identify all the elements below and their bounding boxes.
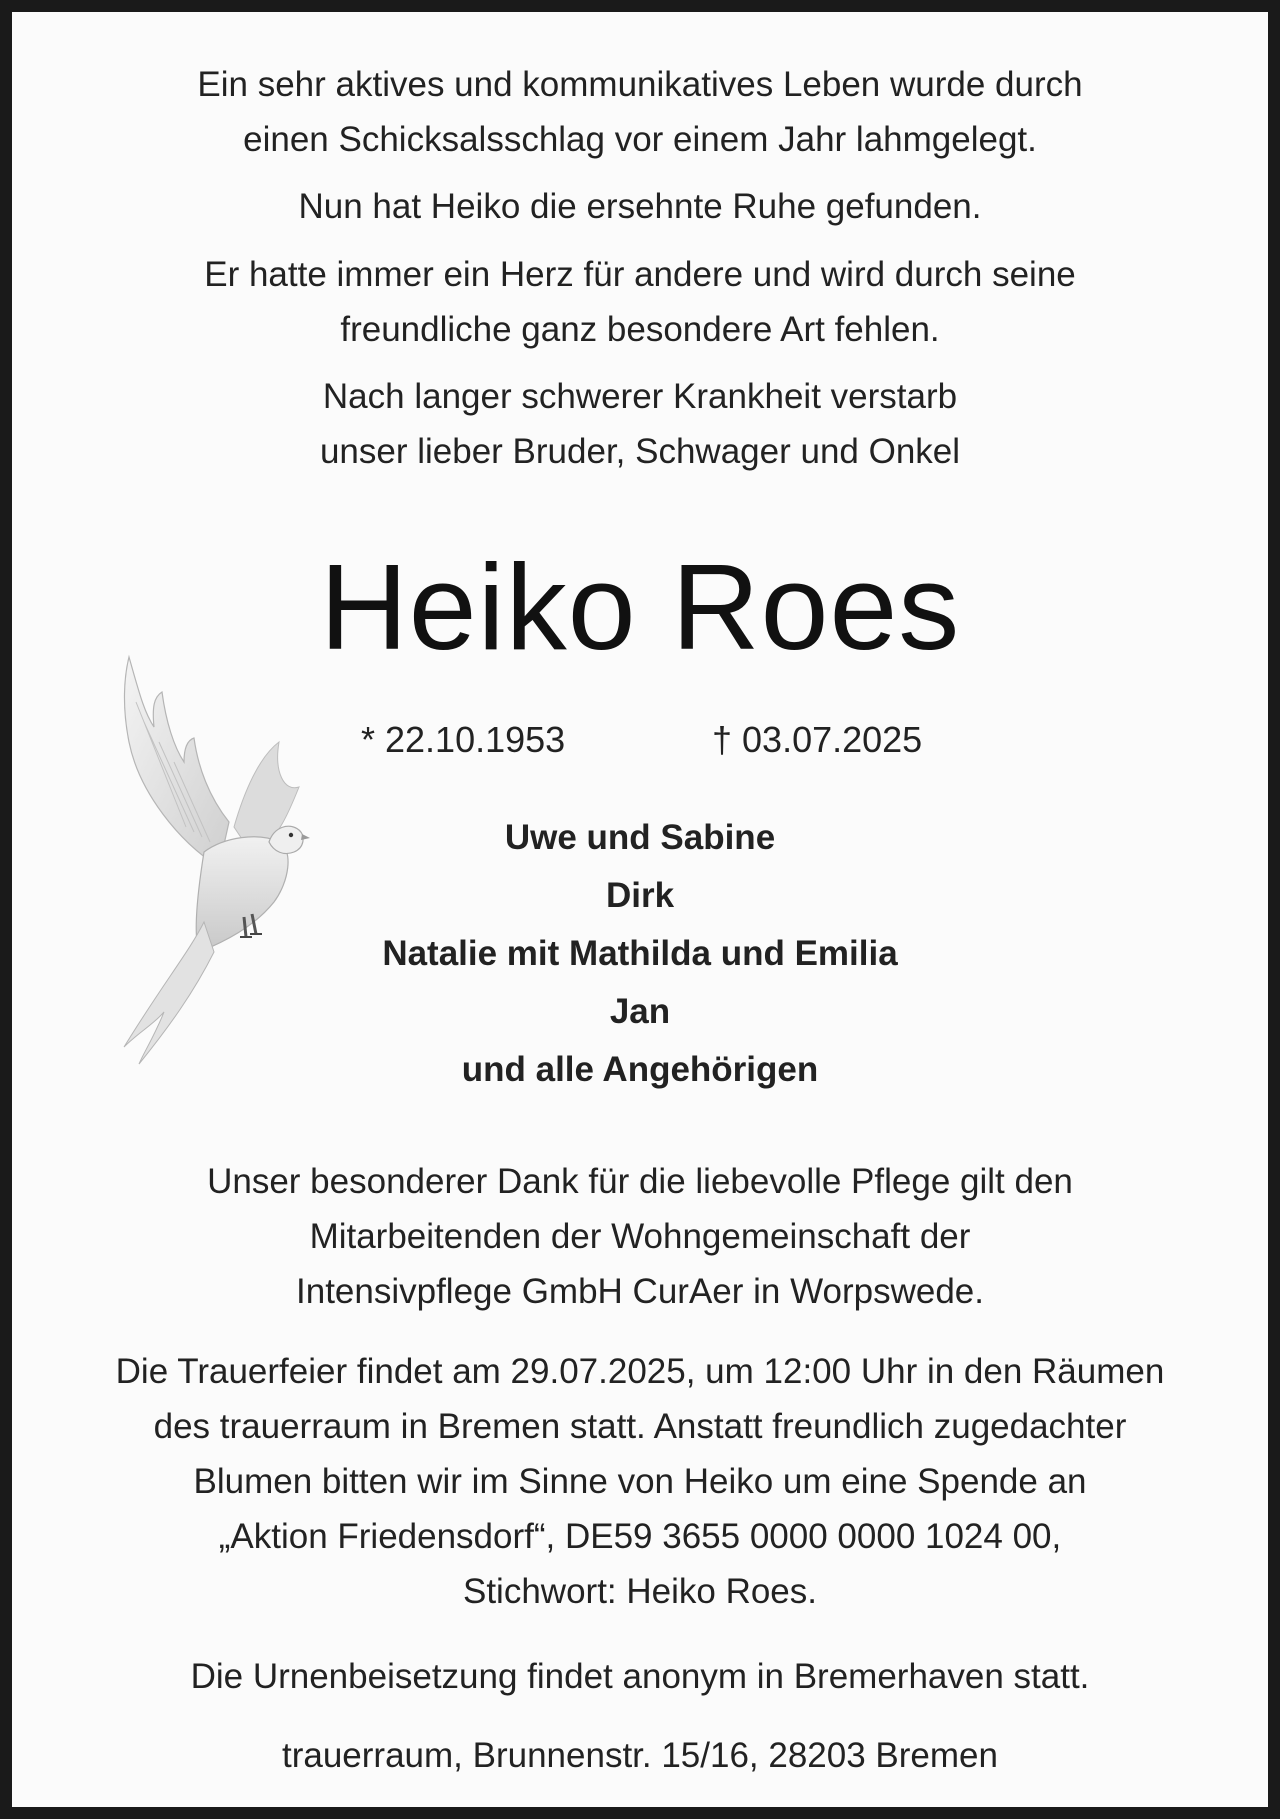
intro-text — [12, 57, 1268, 167]
mourner-name: und alle Angehörigen — [461, 1050, 819, 1089]
ceremony-line: Die Trauerfeier findet am 29.07.2025, um 12:00 Uhr in den Räumen — [115, 1352, 1165, 1391]
ceremony-text — [12, 1344, 1268, 1619]
death-date: † 03.07.2025 — [712, 719, 923, 760]
mourners-list — [12, 809, 1268, 1099]
ceremony-line: Blumen bitten wir im Sinne von Heiko um eine Spende an — [193, 1462, 1087, 1501]
mourner-name: Dirk — [605, 876, 675, 915]
ceremony-line: Stichwort: Heiko Roes. — [462, 1572, 818, 1611]
mourner-name: Jan — [609, 992, 671, 1031]
birth-date: * 22.10.1953 — [361, 719, 566, 760]
intro-line: unser lieber Bruder, Schwager und Onkel — [319, 432, 961, 471]
intro-text — [12, 369, 1268, 479]
intro-line: einen Schicksalsschlag vor einem Jahr lahmgelegt. — [243, 120, 1037, 159]
thanks-line: Intensivpflege GmbH CurAer in Worpswede. — [296, 1272, 984, 1311]
ceremony-line: des trauerraum in Bremen statt. Anstatt freundlich zugedachter — [153, 1407, 1127, 1446]
ceremony-line: „Aktion Friedensdorf“, DE59 3655 0000 0000 1024 00, — [218, 1517, 1062, 1556]
thanks-text — [12, 1154, 1268, 1319]
mourner-name: Uwe und Sabine — [504, 818, 776, 857]
thanks-line: Mitarbeitenden der Wohngemeinschaft der — [309, 1217, 971, 1256]
address-text — [12, 1728, 1268, 1783]
burial-text — [12, 1649, 1268, 1704]
intro-text — [12, 179, 1268, 234]
intro-line: Nun hat Heiko die ersehnte Ruhe gefunden. — [298, 187, 982, 226]
burial-line: Die Urnenbeisetzung findet anonym in Bremerhaven statt. — [190, 1657, 1090, 1696]
deceased-name: Heiko Roes — [319, 539, 961, 675]
intro-line: Nach langer schwerer Krankheit verstarb — [322, 377, 958, 416]
thanks-line: Unser besonderer Dank für die liebevolle Pflege gilt den — [207, 1162, 1073, 1201]
intro-text — [12, 247, 1268, 357]
mourner-name: Natalie mit Mathilda und Emilia — [382, 934, 898, 973]
address-line: trauerraum, Brunnenstr. 15/16, 28203 Bremen — [282, 1736, 998, 1775]
intro-line: freundliche ganz besondere Art fehlen. — [340, 310, 940, 349]
intro-line: Ein sehr aktives und kommunikatives Leben wurde durch — [197, 65, 1083, 104]
intro-line: Er hatte immer ein Herz für andere und wird durch seine — [204, 255, 1076, 294]
